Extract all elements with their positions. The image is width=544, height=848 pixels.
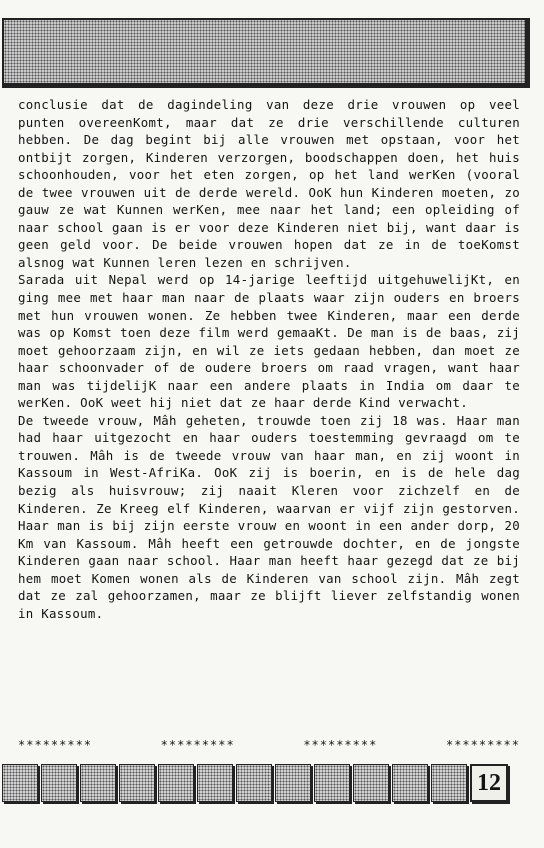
- footer-dotted-box: [392, 764, 428, 802]
- footer-strip: [2, 764, 532, 808]
- star-group: *********: [160, 738, 235, 752]
- footer-dotted-box: [80, 764, 116, 802]
- footer-dotted-box: [158, 764, 194, 802]
- paragraph-sarada: Sarada uit Nepal werd op 14-jarige leeftijd uitgehuwelijKt, en ging mee met haar man naar de plaats waar zijn ouders en broers met hun vrouwen wonen. Ze hebben twee Kinderen, maar een derde was op Komst toen deze film werd gemaaKt. De man is de baas, zij moet gehoorzaam zijn, en wil ze iets gedaan hebben, dan moet ze haar schoonvader of de oudere broers om raad vragen, want haar man was tijdelijK naar een andere plaats in India om daar te werKen. OoK weet hij niet dat ze haar derde Kind verwacht.: [18, 272, 520, 411]
- footer-dotted-box: [236, 764, 272, 802]
- footer-dotted-box: [119, 764, 155, 802]
- footer-dotted-box: [431, 764, 467, 802]
- star-separator: [18, 738, 520, 752]
- paragraph-mah: De tweede vrouw, Mâh geheten, trouwde toen zij 18 was. Haar man had haar uitgezocht en haar ouders toestemming gevraagd om te trouwen. Mâh is de tweede vrouw van haar man, en zij woont in Kassoum in West-AfriKa. OoK zij is boerin, en is de hele dag bezig als huisvrouw; zij naait Kleren voor zichzelf en de Kinderen. Ze Kreeg elf Kinderen, waarvan er vijf zijn gestorven. Haar man is bij zijn eerste vrouw en woont in een ander dorp, 20 Km van Kassoum. Mâh heeft een getrouwde dochter, en de jongste Kinderen gaan naar school. Haar man heeft haar gezegd dat ze bij hem moet Komen wonen als de Kinderen van school zijn. Mâh zegt dat ze zal gehoorzamen, maar ze blijft liever zelfstandig wonen in Kassoum.: [18, 412, 520, 621]
- footer-dotted-box: [197, 764, 233, 802]
- paragraph-conclusion: conclusie dat de dagindeling van deze drie vrouwen op veel punten overeenKomt, maar dat ze drie verschillende culturen hebben. De dag begint bij alle vrouwen met opstaan, voor het ontbijt zorgen, Kinderen verzorgen, boodschappen doen, het huis schoonhouden, voor het eten zorgen, op het land werKen (vooral de twee vrouwen uit de derde wereld. OoK hun Kinderen moeten, zo gauw ze wat Kunnen werKen, mee naar het land; een opleiding of naar school gaan is er voor deze Kinderen niet bij, want daar is geen geld voor. De beide vrouwen hopen dat ze in de toeKomst alsnog wat Kunnen leren lezen en schrijven.: [18, 97, 520, 270]
- footer-dotted-box: [314, 764, 350, 802]
- footer-dotted-box: [275, 764, 311, 802]
- footer-dotted-box: [353, 764, 389, 802]
- star-group: *********: [303, 738, 378, 752]
- footer-dotted-box: [41, 764, 77, 802]
- footer-dotted-box: [2, 764, 38, 802]
- header-dotted-banner: [2, 18, 530, 88]
- page-number: 12: [470, 764, 508, 802]
- star-group: *********: [18, 738, 93, 752]
- star-group: *********: [445, 738, 520, 752]
- article-body: [18, 96, 520, 622]
